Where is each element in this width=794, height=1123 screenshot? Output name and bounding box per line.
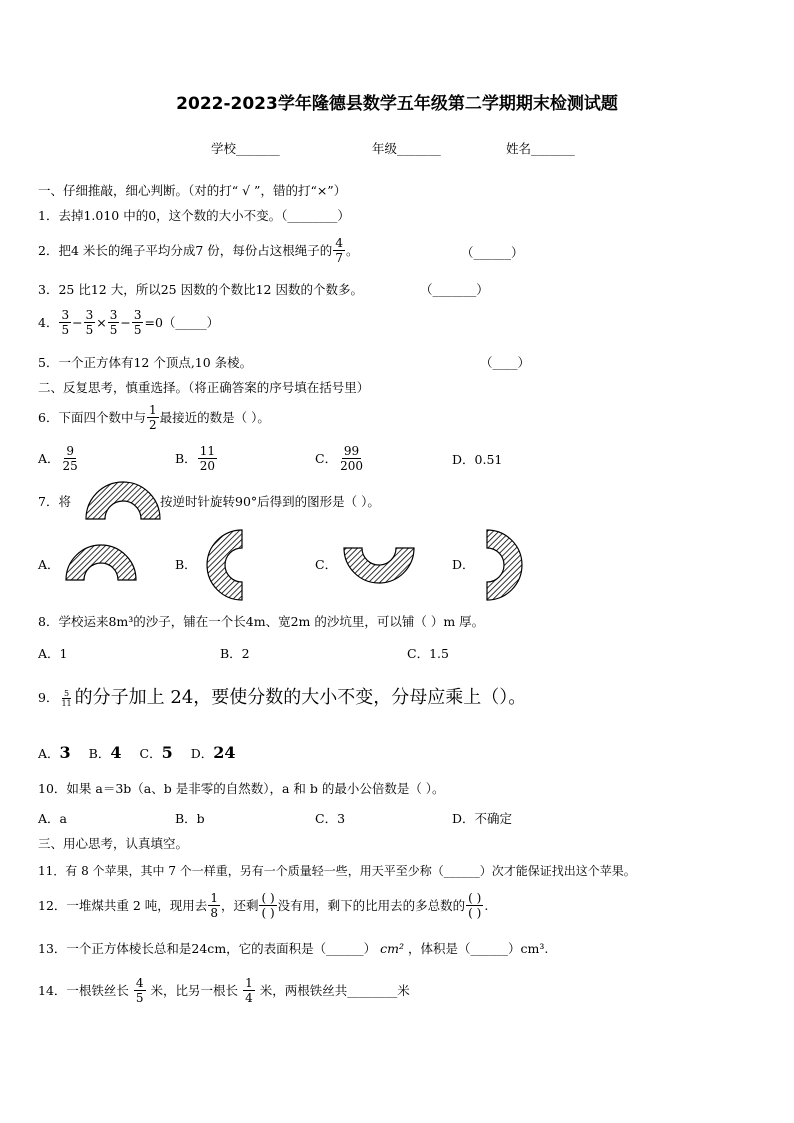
section-1-heading: 一、仔细推敲，细心判断。（对的打“ √ ”，错的打“×”） <box>38 183 347 198</box>
answer-blank-2: （______） <box>461 245 524 260</box>
section-2-heading: 二、反复思考，慎重选择。（将正确答案的序号填在括号里） <box>38 380 370 395</box>
question-3: 3．25 比12 大，所以25 因数的个数比12 因数的个数多。 <box>38 282 363 297</box>
q7-option-a-shape <box>66 545 136 580</box>
q9-options: A． 3 B． 4 C． 5 D． 24 <box>38 743 236 762</box>
q10-option-b: B．b <box>175 811 205 826</box>
q6-option-c: C． $\frac{99}{200}$ <box>315 444 363 473</box>
question-12: 12．一堆煤共重 2 吨，现用去 $\frac{1}{8}$ ，还剩 $\frac{( )}{( )}$ 没有用，剩下的比用去的多总数的 $\frac{( )}{( )}$ . <box>38 891 489 920</box>
question-2: 2．把4 米长的绳子平均分成7 份，每份占这根绳子的 $\frac{4}{7}$ 。 <box>38 236 359 265</box>
q10-option-a: A．a <box>38 811 67 826</box>
fraction: $\frac{4}{7}$ <box>335 236 343 265</box>
question-1: 1．去掉1.010 中的0，这个数的大小不变。（________） <box>38 208 350 223</box>
q7-option-c-shape <box>344 548 414 583</box>
q7-option-d: D． <box>452 557 475 572</box>
school-field: 学校_______ <box>211 141 280 156</box>
grade-field: 年级_______ <box>372 141 441 156</box>
answer-blank-5: （____） <box>480 355 531 370</box>
q10-option-d: D．不确定 <box>452 811 513 826</box>
question-9: 9． $\frac{5}{11}$ 的分子加上 24，要使分数的大小不变，分母应乘上（）。 <box>38 687 527 708</box>
question-5: 5．一个正方体有12 个顶点,10 条棱。 <box>38 355 253 370</box>
question-6: 6．下面四个数中与 $\frac{1}{2}$ 最接近的数是（ ）。 <box>38 403 270 432</box>
name-field: 姓名_______ <box>506 141 575 156</box>
q7-option-d-shape <box>487 530 522 600</box>
q6-option-d: D．0.51 <box>452 452 503 467</box>
q7-option-b: B． <box>175 557 197 572</box>
q8-option-b: B．2 <box>220 646 250 661</box>
q8-option-a: A．1 <box>38 646 68 661</box>
q7-option-b-shape <box>207 530 242 600</box>
q6-option-a: A． $\frac{9}{25}$ <box>38 444 78 473</box>
q8-option-c: C．1.5 <box>407 646 449 661</box>
q6-option-b: B． $\frac{11}{20}$ <box>175 444 215 473</box>
question-8: 8．学校运来8m³的沙子，铺在一个长4m、宽2m 的沙坑里，可以铺（ ）m 厚。 <box>38 614 485 629</box>
question-10: 10．如果 a＝3b（a、b 是非零的自然数），a 和 b 的最小公倍数是（ ）。 <box>38 781 445 796</box>
answer-blank-3: （_______） <box>420 282 489 297</box>
q7-original-shape <box>86 482 160 519</box>
q10-option-c: C．3 <box>315 811 346 826</box>
question-11: 11．有 8 个苹果，其中 7 个一样重，另有一个质量轻一些，用天平至少称（______）次才能保证找出这个苹果。 <box>38 864 636 878</box>
q7-option-a: A． <box>38 557 60 572</box>
section-3-heading: 三、用心思考，认真填空。 <box>38 836 189 851</box>
question-7-end: 按逆时针旋转90°后得到的图形是（ ）。 <box>160 494 380 509</box>
page-title: 2022-2023学年隆德县数学五年级第二学期期末检测试题 <box>176 94 618 114</box>
question-13: 13．一个正方体棱长总和是24cm，它的表面积是（______） cm² ，体积是（______）cm³. <box>38 941 549 956</box>
question-14: 14．一根铁丝长 $\frac{4}{5}$ 米，比另一根长 $\frac{1}{4}$ 米，两根铁丝共________米 <box>38 976 410 1005</box>
question-7-start: 7．将 <box>38 494 71 509</box>
q7-option-c: C． <box>315 557 338 572</box>
question-4: 4． $\frac{3}{5}$ − $\frac{3}{5}$ × $\frac{3}{5}$ − $\frac{3}{5}$ =0（_____） <box>38 308 220 337</box>
